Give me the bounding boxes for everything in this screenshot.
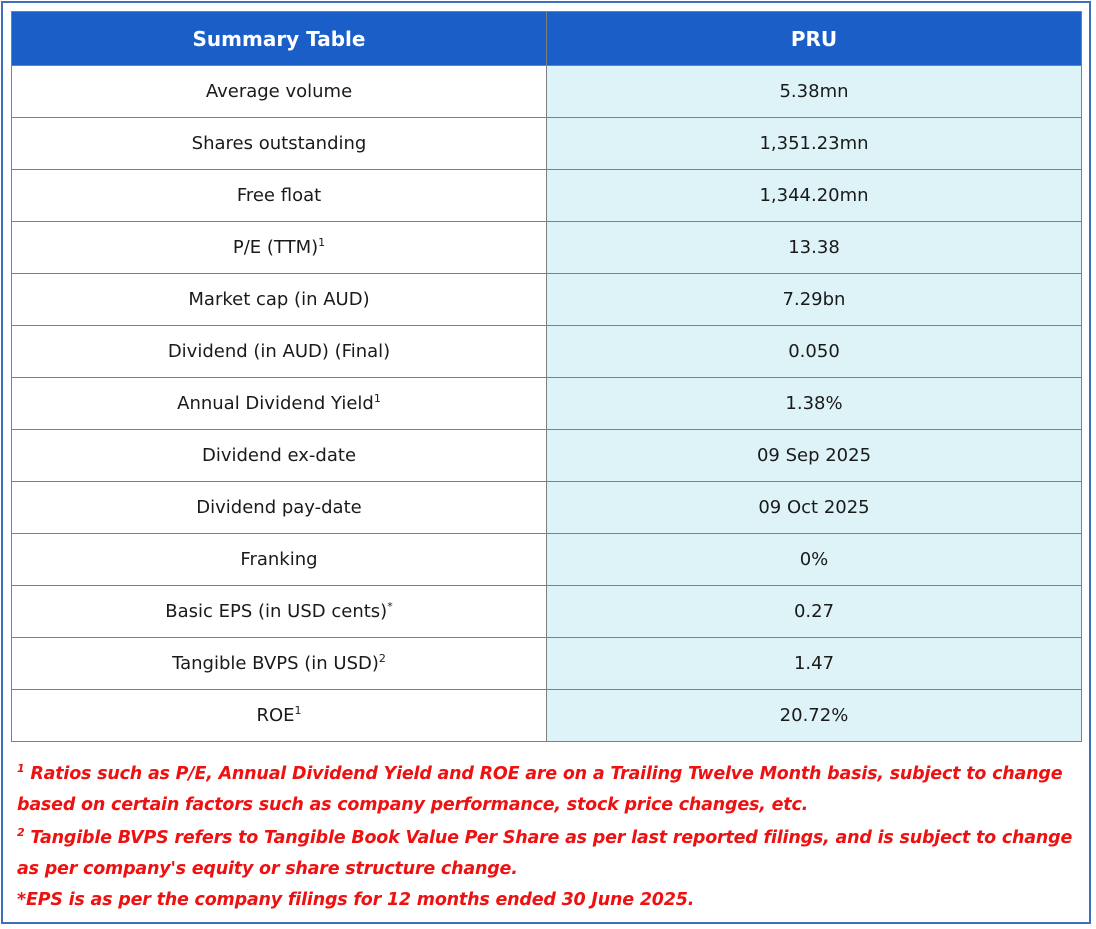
table-row bbox=[12, 638, 1082, 690]
row-label-cell bbox=[12, 690, 547, 742]
table-row bbox=[12, 482, 1082, 534]
row-label-cell bbox=[12, 170, 547, 222]
row-value: 7.29bn bbox=[547, 274, 1082, 326]
row-value: 1.47 bbox=[547, 638, 1082, 690]
footnote-text: Ratios such as P/E, Annual Dividend Yield and ROE are on a Trailing Twelve Month basis, subject to change based on certain factors such as company performance, stock price changes, etc. bbox=[17, 764, 1063, 815]
table-row bbox=[12, 66, 1082, 118]
row-label-cell bbox=[12, 326, 547, 378]
row-label: Average volume bbox=[205, 81, 353, 102]
row-label-footnote-marker: 1 bbox=[373, 392, 381, 405]
footnote-marker: 1 bbox=[17, 762, 25, 776]
table-row bbox=[12, 534, 1082, 586]
header-ticker: PRU bbox=[547, 12, 1082, 66]
row-label-cell bbox=[12, 430, 547, 482]
row-value: 5.38mn bbox=[547, 66, 1082, 118]
row-label: ROE bbox=[256, 705, 295, 726]
row-label-cell bbox=[12, 66, 547, 118]
row-value: 0.27 bbox=[547, 586, 1082, 638]
footnote-eps bbox=[17, 885, 1083, 916]
row-label-cell bbox=[12, 274, 547, 326]
row-value: 0% bbox=[547, 534, 1082, 586]
row-label-cell bbox=[12, 118, 547, 170]
footnote-1 bbox=[17, 759, 1083, 821]
table-row bbox=[12, 274, 1082, 326]
row-label-cell bbox=[12, 586, 547, 638]
footnote-2 bbox=[17, 823, 1083, 885]
header-summary-table: Summary Table bbox=[12, 12, 547, 66]
row-label: P/E (TTM) bbox=[232, 237, 319, 258]
row-label: Tangible BVPS (in USD) bbox=[172, 653, 379, 674]
row-label: Franking bbox=[240, 549, 318, 570]
row-label: Dividend pay-date bbox=[196, 497, 362, 518]
row-value: 1.38% bbox=[547, 378, 1082, 430]
footnote-marker: 2 bbox=[17, 826, 25, 840]
row-value: 09 Oct 2025 bbox=[547, 482, 1082, 534]
row-label-footnote-marker: 1 bbox=[318, 236, 326, 249]
row-value: 13.38 bbox=[547, 222, 1082, 274]
row-value: 1,351.23mn bbox=[547, 118, 1082, 170]
table-row bbox=[12, 430, 1082, 482]
row-label-cell bbox=[12, 482, 547, 534]
footnote-text: *EPS is as per the company filings for 12 months ended 30 June 2025. bbox=[17, 890, 695, 910]
footnotes bbox=[17, 759, 1083, 916]
row-label-footnote-marker: * bbox=[387, 600, 393, 613]
row-label: Free float bbox=[236, 185, 322, 206]
table-row bbox=[12, 222, 1082, 274]
row-label-cell bbox=[12, 378, 547, 430]
row-label-cell bbox=[12, 534, 547, 586]
row-label-cell bbox=[12, 638, 547, 690]
table-body bbox=[12, 66, 1082, 742]
table-header-row bbox=[12, 12, 1082, 66]
summary-table bbox=[11, 11, 1082, 742]
summary-frame bbox=[1, 1, 1091, 924]
table-row bbox=[12, 170, 1082, 222]
row-label: Dividend (in AUD) (Final) bbox=[167, 341, 391, 362]
row-label-cell bbox=[12, 222, 547, 274]
row-label: Dividend ex-date bbox=[201, 445, 357, 466]
footnote-text: Tangible BVPS refers to Tangible Book Value Per Share as per last reported filings, and is subject to change as per company's equity or share structure change. bbox=[17, 828, 1073, 879]
table-row bbox=[12, 378, 1082, 430]
table-row bbox=[12, 586, 1082, 638]
row-label: Annual Dividend Yield bbox=[177, 393, 374, 414]
table-row bbox=[12, 118, 1082, 170]
row-label: Market cap (in AUD) bbox=[188, 289, 370, 310]
row-value: 1,344.20mn bbox=[547, 170, 1082, 222]
row-value: 20.72% bbox=[547, 690, 1082, 742]
row-label: Basic EPS (in USD cents) bbox=[165, 601, 388, 622]
row-value: 0.050 bbox=[547, 326, 1082, 378]
row-label-footnote-marker: 1 bbox=[294, 704, 302, 717]
row-value: 09 Sep 2025 bbox=[547, 430, 1082, 482]
table-row bbox=[12, 690, 1082, 742]
row-label-footnote-marker: 2 bbox=[378, 652, 386, 665]
table-row bbox=[12, 326, 1082, 378]
row-label: Shares outstanding bbox=[191, 133, 367, 154]
